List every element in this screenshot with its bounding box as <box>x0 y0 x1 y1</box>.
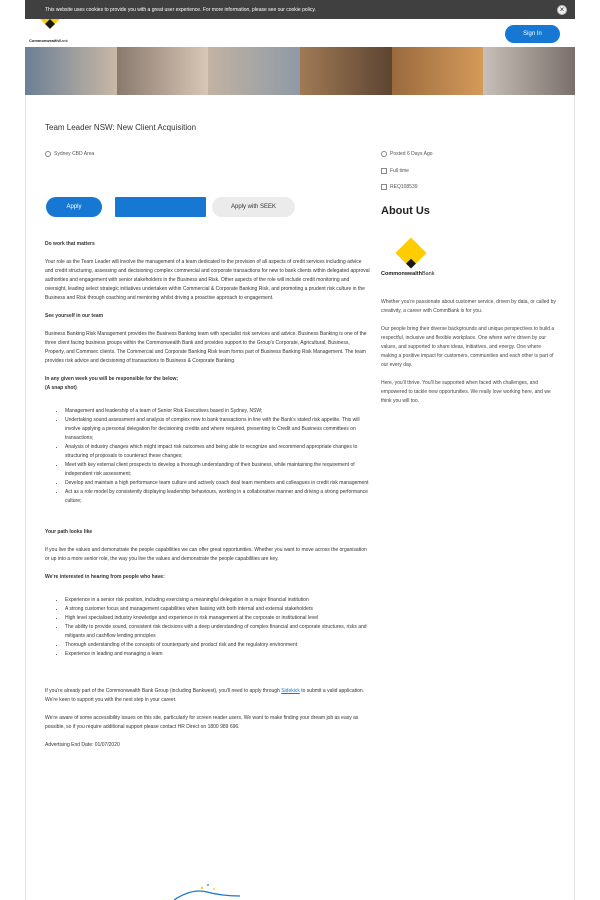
list-item: • Experience in a senior risk position, including exercising a meaningful delegation in a major financial institution <box>65 596 370 605</box>
cookie-text: This website uses cookies to provide you with a great user experience. For more information, please see our cookie policy. <box>45 6 316 13</box>
job-posted <box>381 151 433 157</box>
footer-graphic <box>172 882 242 900</box>
para-internal-post: to submit a valid application. We're keen to support you with the next step in your career. <box>45 688 365 703</box>
sign-in-button[interactable]: Sign In <box>505 25 560 43</box>
job-location <box>45 151 94 157</box>
para-internal <box>45 687 370 705</box>
job-type-text: Full time <box>390 168 409 174</box>
posted-text: Posted 6 Days Ago <box>390 151 433 157</box>
heading-do-work: Do work that matters <box>45 241 95 247</box>
sidebar-logo <box>381 236 451 280</box>
logo-text-light: Bank <box>58 38 68 43</box>
header <box>25 19 575 47</box>
para-path: If you live the values and demonstrate the people capabilities we can offer great opportunities. Whether you want to move across the organisation or up into a more senior role, the way you live the values and demonstrate the people capabilities are key. <box>45 547 367 562</box>
about-para-2: Our people bring their diverse backgrounds and unique perspectives to build a respectful, inclusive and flexible workplace. One where we're driven by our values, and supported to share ideas, initiatives, and energy. One where making a positive impact for customers, communities and each other is part of our every day. <box>381 326 555 368</box>
heading-responsible: In any given week you will be responsible for the below; <box>45 376 179 382</box>
heading-snapshot: (A snap shot) <box>45 385 77 391</box>
about-us-text <box>381 298 556 415</box>
sidekick-link[interactable]: Sidekick <box>281 688 300 694</box>
banner-image <box>25 47 575 95</box>
list-item: • High level specialised industry knowledge and experience in risk management at the corporate or institutional level <box>65 614 370 623</box>
list-item: • The ability to provide sound, consistent risk decisions with a deep understanding of complex financial and corporate structures, risks and mitigants and cashflow lending principles <box>65 623 370 641</box>
footer-dot <box>213 888 215 890</box>
sidebar-logo-text-light: Bank <box>421 271 435 277</box>
footer-dot <box>201 887 203 889</box>
responsibilities-list <box>65 407 370 506</box>
list-item: • Analysis of industry changes which might impact risk outcomes and being able to recognize and recommend appropriate changes to structuring of proposals to counteract these changes; <box>65 443 370 461</box>
location-pin-icon <box>45 151 51 157</box>
diamond-logo-icon <box>395 237 426 268</box>
heading-path: Your path looks like <box>45 529 93 535</box>
para-accessibility: We're aware of some accessibility issues on this site, particularly for screen reader users. We want to make finding your dream job as easy as possible, so if you require additional support please contact HR Direct on 1800 989 696. <box>45 715 359 730</box>
cookie-banner <box>25 0 575 19</box>
para-internal-pre: If you're already part of the Commonwealth Bank Group (including Bankwest), you'll need to apply through <box>45 688 282 694</box>
about-para-1: Whether you're passionate about customer service, driven by data, or called by creativity, a career with CommBank is for you. <box>381 299 556 314</box>
logo-text-bold: Commonwealth <box>29 38 59 43</box>
job-title: Team Leader NSW: New Client Acquisition <box>45 123 197 132</box>
footer-wave <box>174 891 240 900</box>
footer-dot <box>207 884 209 886</box>
para-team: Business Banking Risk Management provides the Business Banking team with specialist risk services and advice. Business Banking is one of the three client facing business groups within the Commonwealth Bank and provides support to the Group's Corporate, Agricultural, Business, Property, and Commsec clients. The Commercial and Corporate Banking Risk team forms part of Business Banking Risk Management. The team provides risk advice and decisioning of transactions to Business & Corporate Banking. <box>45 331 367 364</box>
list-item: • Thorough understanding of the concepts of counterparty and product risk and the regulatory environment <box>65 641 370 650</box>
about-para-3: Here, you'll thrive. You'll be supported when faced with challenges, and empowered to tackle new opportunities. We really love working here, and we think you will too. <box>381 380 551 404</box>
req-text: REQ108539 <box>390 184 418 190</box>
apply-button[interactable]: Apply <box>46 197 102 217</box>
list-item: • Meet with key external client prospects to develop a thorough understanding of their business, while maintaining the requirement of independent risk assessment; <box>65 461 370 479</box>
apply-with-seek-button[interactable]: Apply with SEEK <box>212 197 295 217</box>
clock-icon <box>381 151 387 157</box>
list-item: • Develop and maintain a high performance team culture and actively coach deal team members and colleagues in credit risk management <box>65 479 370 488</box>
advertising-end-date: Advertising End Date: 01/07/2020 <box>45 742 120 748</box>
list-item: • Management and leadership of a team of Senior Risk Executives based in Sydney, NSW; <box>65 407 370 416</box>
job-type <box>381 168 409 174</box>
para-role: Your role as the Team Leader will involve the management of a team dedicated to the provision of all aspects of credit services including advice and credit structuring, assessing and decisioning complex commercial and corporate transactions for new to bank clients within delegated approval authorities and engagement with senior stakeholders in the Business and Risk. Other aspects of the role will include credit monitoring and oversight, leading select strategic initiatives undertaken within Commercial & Corporate Banking Risk, and promoting a prudent risk culture in the Business and Risk through coaching and mentoring whilst driving a proactive approach to engagement. <box>45 259 370 301</box>
about-us-heading: About Us <box>381 205 430 217</box>
list-item: • Experience in leading and managing a team <box>65 650 370 659</box>
document-icon <box>381 168 387 174</box>
list-item: • Act as a role model by consistently displaying leadership behaviours, working in a collaborative manner and driving a strong performance culture; <box>65 488 370 506</box>
heading-see-yourself: See yourself in our team <box>45 313 104 319</box>
sidebar-logo-text-bold: Commonwealth <box>381 271 422 277</box>
job-description <box>45 240 370 759</box>
list-item: • Undertaking sound assessment and analysis of complex new to bank transactions in line with the Bank's stated risk appetite. This will involve applying a personal delegation for decisioning credits and where required, presenting to Credit and Business committees on transactions; <box>65 416 370 443</box>
job-req <box>381 184 418 190</box>
requirements-list <box>65 596 370 659</box>
heading-interested: We're interested in hearing from people who have: <box>45 574 165 580</box>
list-item: • A strong customer focus and management capabilities when liaising with both internal and external stakeholders <box>65 605 370 614</box>
id-card-icon <box>381 184 387 190</box>
close-icon[interactable]: × <box>557 5 567 15</box>
sidebar-logo-wordmark <box>381 271 435 277</box>
apply-linkedin-button[interactable] <box>115 197 206 217</box>
location-text: Sydney CBD Area <box>54 151 95 157</box>
logo-wordmark <box>29 38 68 43</box>
